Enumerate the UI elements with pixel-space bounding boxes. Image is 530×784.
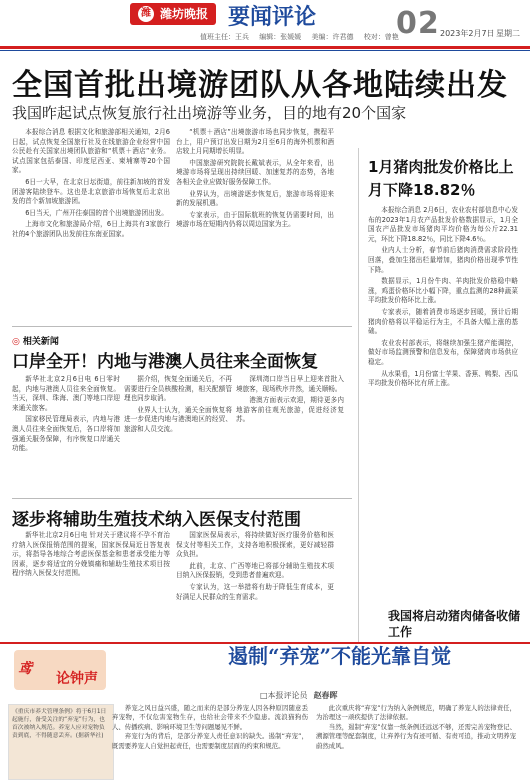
paragraph: 从水果看，1月份富士苹果、香蕉、鸭梨、西瓜平均批发价格环比有所上涨。: [368, 369, 518, 388]
page-number: 02: [396, 6, 440, 41]
paragraph: 此前，北京、广西等地已将部分辅助生殖技术项目纳入医保报销，受到患者普遍欢迎。: [176, 561, 334, 580]
byline-label: □本报评论员: [260, 691, 308, 700]
issue-weekday: 星期二: [496, 29, 520, 38]
reproduction-column-1: [12, 531, 170, 639]
editor-credits: [200, 32, 407, 42]
paragraph: 此次重庆将“弃宠”行为纳入条例规范，明确了养宠人的法律责任，为治理这一顽疾提供了法律依据。: [316, 704, 516, 722]
header-rule-red: [0, 46, 530, 49]
paragraph: 深圳湾口岸当日早上迎来首批入境旅客，现场秩序井然，通关顺畅。: [236, 375, 344, 393]
brief-headline: 我国将启动猪肉储备收储工作: [388, 609, 521, 639]
section-divider: [12, 326, 352, 327]
credit-proofreader: 校对：曾艳: [363, 33, 399, 41]
paragraph: 业界人士认为，通关全面恢复将进一步促进内地与港澳地区的经贸、旅游和人员交流。: [124, 405, 232, 433]
paragraph: 上海市文化和旅游局介绍，6日上海共有3家旅行社的4个旅游团队出发前往东南亚国家。: [12, 220, 170, 238]
header-rule-blue: [0, 50, 530, 51]
paragraph: 业内人士分析，春节前后猪肉消费需求阶段性回落，叠加生猪出栏量增加，猪肉价格出现季节性下降。: [368, 246, 518, 274]
paragraph: 本报综合消息 2月6日，农业农村部信息中心发布的2023年1月农产品批发价格数据显示，1月全国农产品批发市场猪肉平均价格为每公斤22.31元，环比下降18.82％，同比下降4.6％。: [368, 206, 518, 243]
border-column-1: [12, 375, 120, 493]
column-logo-text: 论钟声: [56, 671, 98, 687]
paragraph: 中国旅游研究院院长戴斌表示，从全年来看，出境游市场将呈现出持续回暖、加速复苏的态势，各地各相关企业应做好服务保障工作。: [176, 158, 334, 186]
paragraph: 养宠之风日益兴盛，随之而来的是部分养宠人因各种原因随意丢弃宠物，不仅危害宠物生存，也给社会带来不少隐患。流浪猫狗伤人、传播疾病、影响环境卫生等问题屡见不鲜。: [112, 704, 308, 731]
paragraph: “机票＋酒店”出境旅游市场也同步恢复，携程平台上，用户预订出发日期为2月至6月的海外机票和酒店较上月同期增长明显。: [176, 128, 334, 156]
credit-duty: 值班主任：王兵: [200, 33, 249, 41]
lead-column-a: [12, 128, 170, 318]
paragraph: 新华社北京2月6日电 6日零时起，内地与港澳人员往来全面恢复。当天，深圳、珠海、澳门等地口岸迎来通关旅客。: [12, 375, 120, 412]
paragraph: 专家表示，由于国际航班的恢复仍需要时间，出境游市场在短期内仍将以周边国家为主。: [176, 210, 334, 229]
credit-designer: 美编：许君德: [311, 33, 354, 41]
paragraph: 6日一大早，在北京日坛街道，前往新加坡的首发团游客陆续登车。这也是北京旅游市场恢复后北京出发的首个新加坡旅游团。: [12, 177, 170, 206]
paragraph: 国家医保局表示，将持续做好医疗服务价格和医保支付等相关工作，支持各地积极探索，更好减轻群众负担。: [176, 531, 334, 559]
paragraph: 业界认为，出境游逐步恢复后，旅游市场将迎来新的发展机遇。: [176, 189, 334, 208]
column-divider: [358, 148, 359, 644]
paragraph: 本报综合消息 根据文化和旅游部相关通知，2月6日起，试点恢复全国旅行社及在线旅游企业经营中国公民赴有关国家出境团队旅游和“机票＋酒店”业务。试点国家包括泰国、印度尼西亚、柬埔寨等20个国家。: [12, 128, 170, 175]
border-headline: 口岸全开！内地与港澳人员往来全面恢复: [12, 352, 318, 372]
paragraph: 农业农村部表示，将继续加强生猪产能调控，做好市场监测预警和信息发布，保障猪肉市场供应稳定。: [368, 338, 518, 366]
cartoon-caption: 《重庆市养犬管理条例》将于6月1日起施行，备受关注的“弃宠”行为，也首次被纳入规范。养宠人应对宠物负责到底，不得随意丢弃。(据新华社): [12, 709, 107, 739]
paragraph: 数据显示，1月份牛肉、羊肉批发价格稳中略涨，鸡蛋价格环比小幅下降，重点监测的28种蔬菜平均批发价格环比上涨。: [368, 277, 518, 305]
section-title: 要闻评论: [228, 4, 317, 30]
price-headline: 1月猪肉批发价格比上月下降18.82％: [368, 158, 514, 199]
commentary-headline: 遏制“弃宠”不能光靠自觉: [228, 644, 452, 668]
paragraph: 港澳方面表示欢迎，期待更多内地游客前往观光旅游，促进经济复苏。: [236, 396, 344, 424]
commentary-column-1: [112, 704, 308, 778]
related-news-label: ◎ 相关新闻: [12, 334, 59, 347]
lead-headline: 全国首批出境游团队从各地陆续出发: [12, 68, 508, 103]
paragraph: 据介绍，恢复全面通关后，不再需要进行全员核酸检测，相关配额管理也同步取消。: [124, 375, 232, 403]
paragraph: 国家移民管理局表示，内地与港澳人员往来全面恢复后，各口岸将加强通关服务保障，有序恢复口岸通关功能。: [12, 415, 120, 453]
reproduction-headline: 逐步将辅助生殖技术纳入医保支付范围: [12, 510, 301, 530]
page-header: [0, 0, 530, 50]
paragraph: 弃宠行为的背后，是部分养宠人责任意识的缺失。遏制“弃宠”，既需要养宠人自觉担起责任，也需要制度层面的约束和规范。: [112, 732, 308, 750]
paragraph: 专家认为，这一举措将有助于降低生育成本，更好满足人民群众的生育需求。: [176, 582, 334, 601]
commentary-column-2: [316, 704, 516, 778]
commentary-byline: [260, 690, 338, 701]
border-column-3: [236, 375, 344, 493]
paragraph: 6日当天，广州开往泰国的首个出境旅游团出发。: [25, 208, 168, 217]
newspaper-logo: [130, 3, 216, 25]
border-column-2: [124, 375, 232, 493]
paragraph: 当然，遏制“弃宠”仅靠一纸条例还远远不够，还需完善宠物登记、溯源管理等配套制度，让弃养行为有迹可循、有责可追，推动文明养宠蔚然成风。: [316, 722, 516, 750]
credit-editor: 编辑：张媛媛: [259, 33, 302, 41]
lead-subhead: 我国昨起试点恢复旅行社出境游等业务，目的地有20个国家: [12, 104, 407, 122]
issue-date: 2023年2月7日: [440, 29, 495, 38]
byline-name: 赵春晖: [313, 691, 338, 700]
column-logo-mark: 鸢: [18, 661, 32, 677]
price-body: [368, 206, 518, 601]
section-divider: [12, 498, 352, 499]
reproduction-column-2: [176, 531, 334, 639]
paragraph: 专家表示，随着消费市场逐步回暖，预计后期猪肉价格将以平稳运行为主，不具备大幅上涨的基础。: [368, 307, 518, 336]
paragraph: 新华社北京2月6日电 针对关于建议将不孕不育治疗纳入医保报销范围的提案，国家医保局近日答复表示，将指导各地综合考虑医保基金和患者承受能力等因素，逐步将适宜的分娩镇痛和辅助生殖技术项目按程序纳入医保支付范围。: [12, 531, 170, 578]
logo-icon: 潍: [138, 6, 154, 22]
logo-text: 潍坊晚报: [160, 7, 209, 21]
lead-column-b: [176, 128, 334, 318]
